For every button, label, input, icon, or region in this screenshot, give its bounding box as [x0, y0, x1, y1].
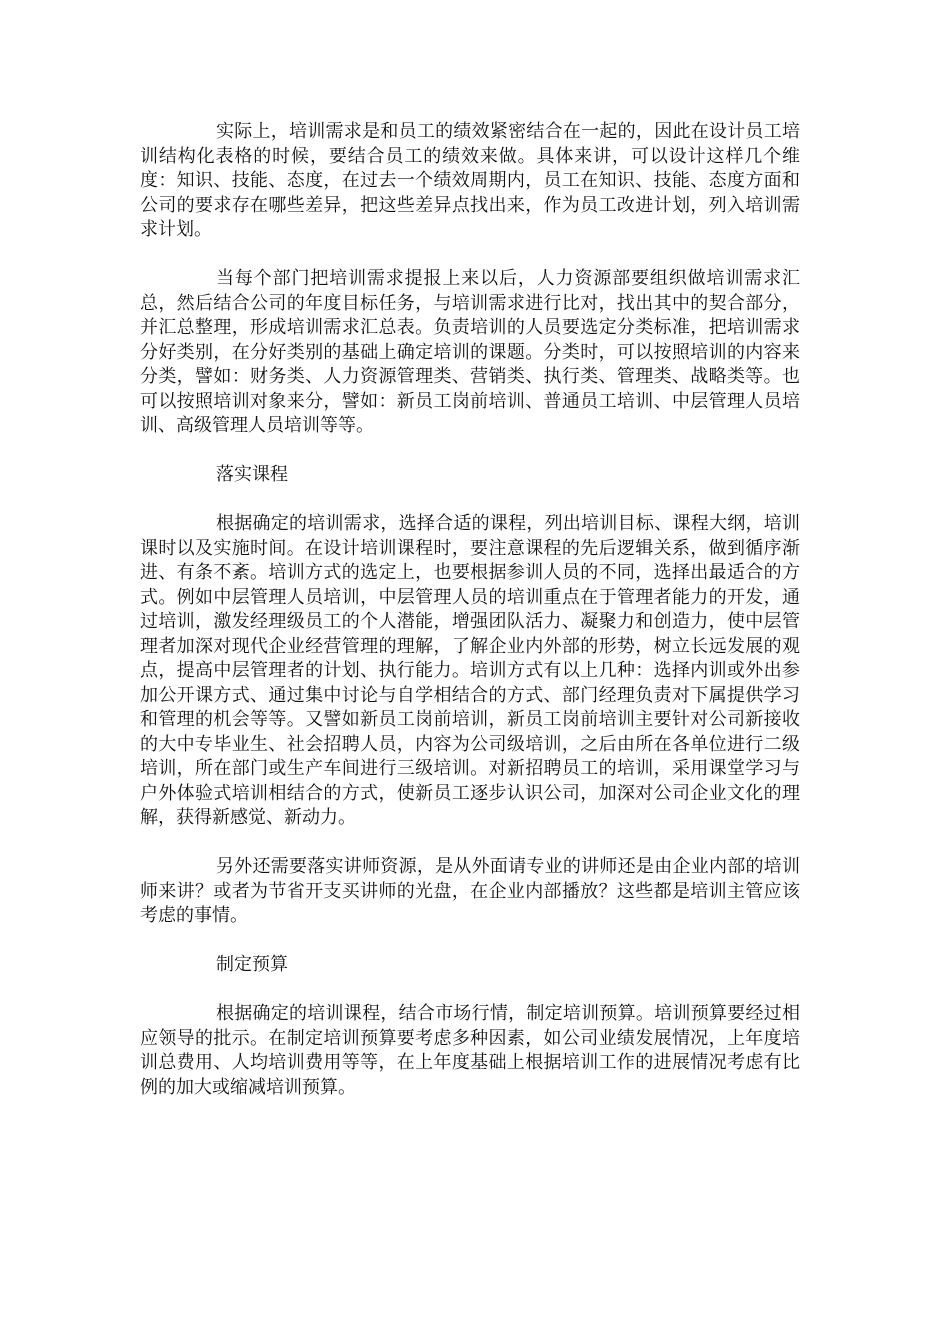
section-heading-budget: 制定预算: [216, 954, 288, 975]
document-page: [140, 120, 800, 1125]
section-heading-courses: 落实课程: [216, 464, 288, 485]
paragraph-training-needs-performance: 实际上，培训需求是和员工的绩效紧密结合在一起的，因此在设计员工培训结构化表格的时候，要结合员工的绩效来做。具体来讲，可以设计这样几个维度：知识、技能、态度，在过去一个绩效周期内，员工在知识、技能、态度方面和公司的要求存在哪些差异，把这些差异点找出来，作为员工改进计划，列入培训需求计划。: [140, 121, 800, 240]
paragraph-budget: 根据确定的培训课程，结合市场行情，制定培训预算。培训预算要经过相应领导的批示。在制定培训预算要考虑多种因素，如公司业绩发展情况，上年度培训总费用、人均培训费用等等，在上年度基础上根据培训工作的进展情况考虑有比例的加大或缩减培训预算。: [140, 1003, 800, 1098]
paragraph-training-needs-summary: 当每个部门把培训需求提报上来以后，人力资源部要组织做培训需求汇总，然后结合公司的年度目标任务，与培训需求进行比对，找出其中的契合部分，并汇总整理，形成培训需求汇总表。负责培训的人员要选定分类标准，把培训需求分好类别，在分好类别的基础上确定培训的课题。分类时，可以按照培训的内容来分类，譬如：财务类、人力资源管理类、营销类、执行类、管理类、战略类等。也可以按照培训对象来分，譬如：新员工岗前培训、普通员工培训、中层管理人员培训、高级管理人员培训等等。: [140, 268, 800, 436]
paragraph-instructor-resources: 另外还需要落实讲师资源，是从外面请专业的讲师还是由企业内部的培训师来讲？或者为节省开支买讲师的光盘，在企业内部播放？这些都是培训主管应该考虑的事情。: [140, 856, 800, 926]
paragraph-course-selection: 根据确定的培训需求，选择合适的课程，列出培训目标、课程大纲，培训课时以及实施时间。在设计培训课程时，要注意课程的先后逻辑关系，做到循序渐进、有条不紊。培训方式的选定上，也要根据参训人员的不同，选择出最适合的方式。例如中层管理人员培训，中层管理人员的培训重点在于管理者能力的开发，通过培训，激发经理级员工的个人潜能，增强团队活力、凝聚力和创造力，使中层管理者加深对现代企业经营管理的理解，了解企业内外部的形势，树立长远发展的观点，提高中层管理者的计划、执行能力。培训方式有以上几种：选择内训或外出参加公开课方式、通过集中讨论与自学相结合的方式、部门经理负责对下属提供学习和管理的机会等等。又譬如新员工岗前培训，新员工岗前培训主要针对公司新接收的大中专毕业生、社会招聘人员，内容为公司级培训，之后由所在各单位进行二级培训，所在部门或生产车间进行三级培训。对新招聘员工的培训，采用课堂学习与户外体验式培训相结合的方式，使新员工逐步认识公司，加深对公司企业文化的理解，获得新感觉、新动力。: [140, 513, 800, 828]
